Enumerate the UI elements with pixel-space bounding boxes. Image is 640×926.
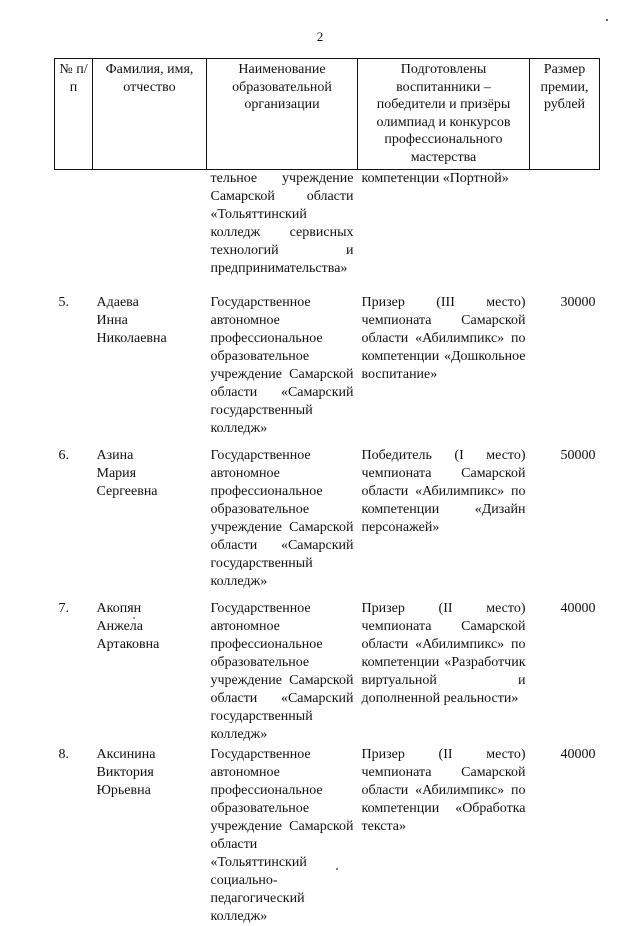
patronymic: Николаевна [96, 331, 167, 346]
full-name-cell [93, 285, 207, 438]
achievement-cell: Призер (III место) чемпионата Самарской области «Абилимпикс» по компетенции «Дошкольное воспитание» [361, 295, 526, 382]
table-header-row [55, 59, 600, 170]
header-prize: Размер премии, рублей [530, 59, 600, 170]
table-row [55, 744, 600, 926]
table-row [55, 591, 600, 744]
full-name-cell [93, 744, 207, 926]
first-name: Мария [96, 466, 137, 481]
award-table [54, 58, 600, 926]
organization-cell: Государственное автономное профессиональное образовательное учреждение Самарской области «Тольяттинский социально-педагогический колледж» [210, 747, 354, 924]
cell-empty [93, 170, 207, 286]
scan-speck-top [606, 19, 608, 21]
prize-cell: 30000 [560, 295, 596, 310]
achievement-cell: Призер (II место) чемпионата Самарской области «Абилимпикс» по компетенции «Обработка текста» [361, 747, 526, 834]
table-row-continuation [55, 170, 600, 286]
organization-cell: Государственное автономное профессиональное образовательное учреждение Самарской области «Самарский государственный колледж» [210, 448, 354, 589]
achievement-cell: Победитель (I место) чемпионата Самарской области «Абилимпикс» по компетенции «Дизайн персонажей» [361, 448, 526, 535]
first-name: Анжела [96, 619, 144, 634]
header-organization: Наименование образовательной организации [207, 59, 358, 170]
organization-cell: Государственное автономное профессиональное образовательное учреждение Самарской области «Самарский государственный колледж» [210, 601, 354, 742]
row-number-cell: 5. [58, 295, 69, 310]
achievement-cell: Призер (II место) чемпионата Самарской области «Абилимпикс» по компетенции «Разработчик виртуальной и дополненной реальности» [361, 601, 526, 706]
full-name-cell [93, 591, 207, 744]
patronymic: Артаковна [96, 637, 160, 652]
last-name: Азина [96, 448, 134, 463]
last-name: Акопян [96, 601, 142, 616]
row-number-cell: 6. [58, 448, 69, 463]
header-number: № п/п [55, 59, 93, 170]
row-number-cell: 7. [58, 601, 69, 616]
table-row [55, 285, 600, 438]
cell-empty [530, 170, 600, 286]
first-name: Инна [96, 313, 128, 328]
organization-cell: Государственное автономное профессиональное образовательное учреждение Самарской области «Самарский государственный колледж» [210, 295, 354, 436]
row-number-cell: 8. [58, 747, 69, 762]
achievement-cell: компетенции «Портной» [361, 171, 509, 186]
patronymic: Юрьевна [96, 783, 151, 798]
last-name: Адаева [96, 295, 139, 310]
first-name: Виктория [96, 765, 154, 780]
table-row [55, 438, 600, 591]
page-number: 2 [316, 29, 324, 44]
patronymic: Сергеевна [96, 484, 158, 499]
cell-empty [55, 170, 93, 286]
last-name: Аксинина [96, 747, 156, 762]
prize-cell: 50000 [560, 448, 596, 463]
header-achievement: Подготовлены воспитанники – победители и призёры олимпиад и конкурсов профессионального мастерства [358, 59, 530, 170]
header-full-name: Фамилия, имя, отчество [93, 59, 207, 170]
prize-cell: 40000 [560, 601, 596, 616]
full-name-cell [93, 438, 207, 591]
prize-cell: 40000 [560, 747, 596, 762]
organization-cell: тельное учреждение Самарской области «Тольяттинский колледж сервисных технологий и предпринимательства» [210, 171, 354, 276]
